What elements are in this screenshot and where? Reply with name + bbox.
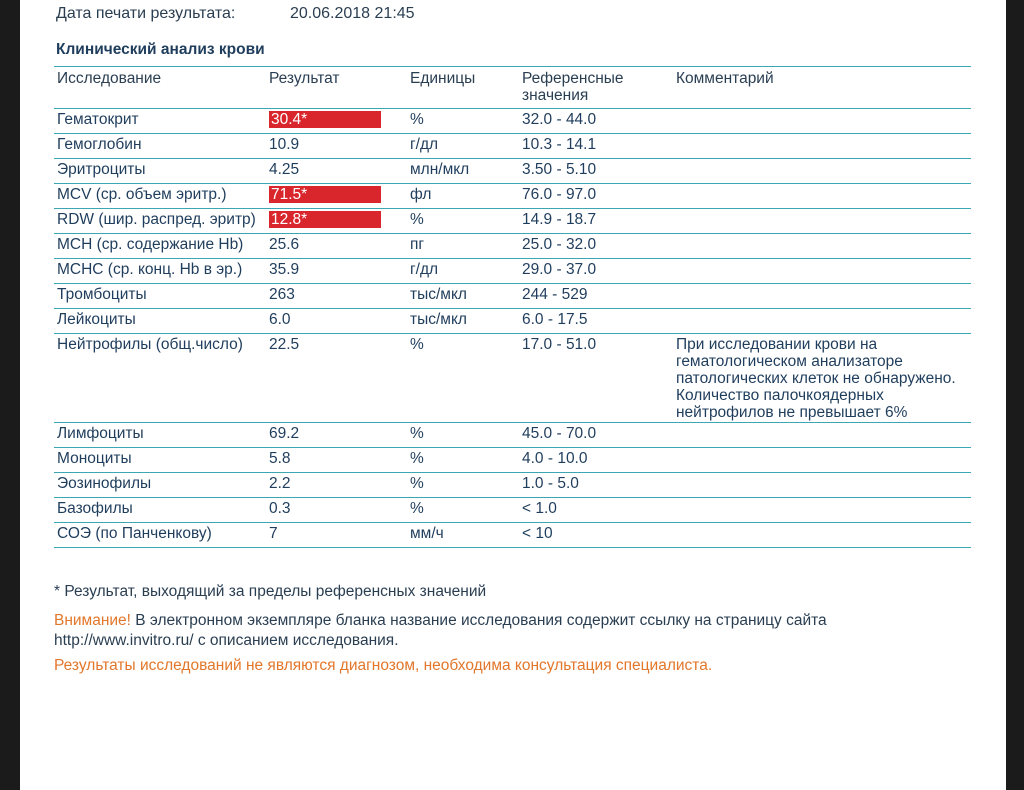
reference-cell: 32.0 - 44.0 xyxy=(519,109,673,134)
units-cell: % xyxy=(407,334,519,423)
column-header-result: Результат xyxy=(266,67,407,109)
result-cell xyxy=(266,284,407,309)
units-cell: мм/ч xyxy=(407,523,519,548)
table-row xyxy=(54,473,971,498)
disclaimer: Результаты исследований не являются диагнозом, необходима консультация специалиста. xyxy=(54,657,713,674)
result-cell xyxy=(266,259,407,284)
comment-cell xyxy=(673,284,971,309)
units-cell: % xyxy=(407,109,519,134)
result-value: 263 xyxy=(269,286,295,303)
test-name-cell: RDW (шир. распред. эритр) xyxy=(54,209,266,234)
reference-cell: 4.0 - 10.0 xyxy=(519,448,673,473)
table-row xyxy=(54,184,971,209)
reference-cell: 76.0 - 97.0 xyxy=(519,184,673,209)
test-name-cell: MCHC (ср. конц. Hb в эр.) xyxy=(54,259,266,284)
comment-cell xyxy=(673,259,971,284)
result-value: 7 xyxy=(269,525,278,542)
units-cell: % xyxy=(407,473,519,498)
print-date-value: 20.06.2018 21:45 xyxy=(290,5,415,22)
units-cell: тыс/мкл xyxy=(407,284,519,309)
column-header-reference: Референсные значения xyxy=(519,67,673,109)
report-sheet xyxy=(20,0,1006,790)
result-value: 2.2 xyxy=(269,475,291,492)
comment-cell xyxy=(673,159,971,184)
test-name-cell: Гемоглобин xyxy=(54,134,266,159)
results-body xyxy=(54,109,971,548)
test-name-cell: MCH (ср. содержание Hb) xyxy=(54,234,266,259)
reference-cell: 25.0 - 32.0 xyxy=(519,234,673,259)
abnormal-result-cell xyxy=(266,209,407,234)
reference-cell: 6.0 - 17.5 xyxy=(519,309,673,334)
table-row xyxy=(54,109,971,134)
comment-cell xyxy=(673,523,971,548)
units-cell: % xyxy=(407,423,519,448)
footnote: * Результат, выходящий за пределы референсных значений xyxy=(54,583,487,600)
result-cell xyxy=(266,448,407,473)
reference-cell: 17.0 - 51.0 xyxy=(519,334,673,423)
reference-cell: < 10 xyxy=(519,523,673,548)
reference-cell: 244 - 529 xyxy=(519,284,673,309)
test-name-cell: Нейтрофилы (общ.число) xyxy=(54,334,266,423)
units-cell: г/дл xyxy=(407,259,519,284)
comment-cell xyxy=(673,423,971,448)
test-name-cell: Лимфоциты xyxy=(54,423,266,448)
reference-cell: 10.3 - 14.1 xyxy=(519,134,673,159)
notice-warning-word: Внимание! xyxy=(54,612,131,629)
units-cell: пг xyxy=(407,234,519,259)
table-row xyxy=(54,259,971,284)
units-cell: фл xyxy=(407,184,519,209)
units-cell: % xyxy=(407,209,519,234)
result-value: 69.2 xyxy=(269,425,300,442)
table-row xyxy=(54,234,971,259)
column-header-test: Исследование xyxy=(54,67,266,109)
table-header-row xyxy=(54,67,971,109)
table-row xyxy=(54,423,971,448)
result-value: 12.8* xyxy=(269,211,381,228)
table-row xyxy=(54,309,971,334)
comment-cell xyxy=(673,209,971,234)
table-row xyxy=(54,498,971,523)
comment-cell xyxy=(673,184,971,209)
comment-cell xyxy=(673,109,971,134)
comment-cell xyxy=(673,309,971,334)
units-cell: % xyxy=(407,498,519,523)
print-date-label: Дата печати результата: xyxy=(56,5,236,22)
comment-cell: При исследовании крови на гематологическом анализаторе патологических клеток не обнаружено. Количество палочкоядерных нейтрофилов не превышает 6% xyxy=(673,334,971,423)
result-cell xyxy=(266,498,407,523)
reference-cell: 3.50 - 5.10 xyxy=(519,159,673,184)
units-cell: г/дл xyxy=(407,134,519,159)
result-value: 71.5* xyxy=(269,186,381,203)
notice-text: В электронном экземпляре бланка название исследования содержит ссылку на страницу сайта http://www.invitro.ru/ с описанием исследования. xyxy=(54,612,827,649)
result-cell xyxy=(266,234,407,259)
test-name-cell: СОЭ (по Панченкову) xyxy=(54,523,266,548)
result-cell xyxy=(266,334,407,423)
test-name-cell: Лейкоциты xyxy=(54,309,266,334)
test-name-cell: Базофилы xyxy=(54,498,266,523)
table-row xyxy=(54,448,971,473)
comment-cell xyxy=(673,234,971,259)
test-name-cell: MCV (ср. объем эритр.) xyxy=(54,184,266,209)
result-value: 25.6 xyxy=(269,236,300,253)
test-name-cell: Гематокрит xyxy=(54,109,266,134)
result-value: 0.3 xyxy=(269,500,291,517)
test-name-cell: Эритроциты xyxy=(54,159,266,184)
result-value: 30.4* xyxy=(269,111,381,128)
reference-cell: 1.0 - 5.0 xyxy=(519,473,673,498)
units-cell: тыс/мкл xyxy=(407,309,519,334)
column-header-units: Единицы xyxy=(407,67,519,109)
result-cell xyxy=(266,523,407,548)
abnormal-result-cell xyxy=(266,184,407,209)
table-row xyxy=(54,159,971,184)
results-table xyxy=(54,66,971,548)
reference-cell: 29.0 - 37.0 xyxy=(519,259,673,284)
result-value: 6.0 xyxy=(269,311,291,328)
test-name-cell: Тромбоциты xyxy=(54,284,266,309)
reference-cell: < 1.0 xyxy=(519,498,673,523)
result-value: 22.5 xyxy=(269,336,300,353)
result-cell xyxy=(266,134,407,159)
test-name-cell: Моноциты xyxy=(54,448,266,473)
result-cell xyxy=(266,309,407,334)
comment-cell xyxy=(673,498,971,523)
result-cell xyxy=(266,423,407,448)
reference-cell: 45.0 - 70.0 xyxy=(519,423,673,448)
comment-cell xyxy=(673,134,971,159)
table-row xyxy=(54,284,971,309)
units-cell: % xyxy=(407,448,519,473)
reference-cell: 14.9 - 18.7 xyxy=(519,209,673,234)
comment-cell xyxy=(673,473,971,498)
result-value: 4.25 xyxy=(269,161,300,178)
units-cell: млн/мкл xyxy=(407,159,519,184)
result-value: 5.8 xyxy=(269,450,291,467)
table-row xyxy=(54,334,971,423)
table-row xyxy=(54,523,971,548)
table-row xyxy=(54,209,971,234)
abnormal-result-cell xyxy=(266,109,407,134)
result-cell xyxy=(266,159,407,184)
result-value: 35.9 xyxy=(269,261,300,278)
comment-cell xyxy=(673,448,971,473)
section-title: Клинический анализ крови xyxy=(56,41,265,58)
column-header-comment: Комментарий xyxy=(673,67,971,109)
result-cell xyxy=(266,473,407,498)
result-value: 10.9 xyxy=(269,136,300,153)
test-name-cell: Эозинофилы xyxy=(54,473,266,498)
table-row xyxy=(54,134,971,159)
notice xyxy=(54,611,954,651)
